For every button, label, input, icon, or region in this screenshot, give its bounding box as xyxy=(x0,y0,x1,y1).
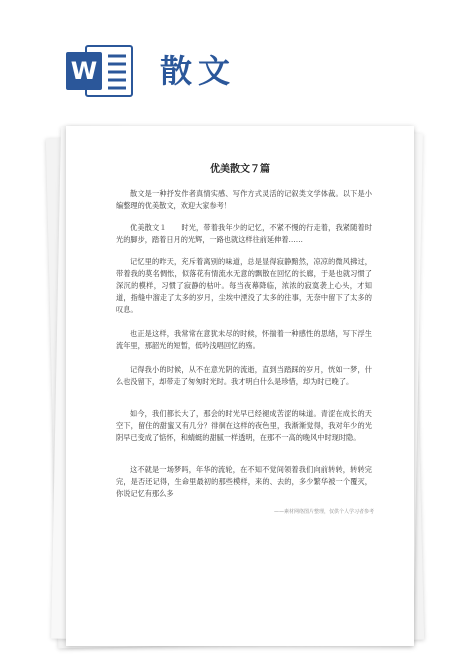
paragraph-1: 优美散文１ 时光，带着我年少的记忆，不紧不慢的行走着，我紧随着时光的脚步，踏着日月的光辉，一路也就这样往前延伸着…… xyxy=(116,223,372,244)
word-logo-letter: W xyxy=(70,57,98,85)
paragraph-2: 记忆里的昨天，充斥着离别的味道，总是显得寂静黯然，凉凉的微风拂过，带着我的莫名惆怅，似落花有情流水无意的飘散在回忆的长廊，于是也就习惯了深沉的模样，习惯了寂静的枯叶。每当夜幕降临，浓浓的寂寞袭上心头，才知道，指缝中溜走了太多的岁月，尘埃中湮没了太多的往事，无奈中留下了太多的叹息。 xyxy=(116,257,372,314)
document-page xyxy=(66,126,414,646)
paragraph-5: 如今，我们都长大了，那会的时光早已经褪成苦涩的味道。青涩在成长的天空下，留住的甜蜜又有几分？徘徊在这样的夜色里，我渐渐觉得，我对年少的光阴早已变成了惦怀，和蜻蜓的甜腻一样透明，在那不一高的晚风中时现时隐。 xyxy=(116,409,372,442)
document-title: 优美散文７篇 xyxy=(210,164,270,175)
paragraph-3: 也正是这样，我常常在意犹未尽的时候，怀揣着一种感性的思绪，写下浮生流年里，那韶光的短暂，低吟浅唱回忆的殇。 xyxy=(116,329,372,350)
paragraph-intro: 散文是一种抒发作者真情实感、写作方式灵活的记叙类文学体裁。以下是小编整理的优美散文，欢迎大家参考！ xyxy=(116,189,372,210)
banner-title: 散文 xyxy=(160,52,237,90)
header-banner xyxy=(0,0,474,120)
document-footnote: ——素材网络图片整理，仅供个人学习者参考 xyxy=(273,509,374,515)
paragraph-6: 这不就是一场梦吗，年华的流轮，在不知不觉间领着我们向前转转，转转完完，是否还记得，生命里最初的那些模样，来的、去的，多少繁华被一个覆灭，你说记忆有那么多 xyxy=(116,465,372,498)
word-document-icon xyxy=(60,40,140,100)
paragraph-4: 记得我小的时候，从不在意光阴的流逝，直到当踏踩的岁月，恍如一梦，什么也没留下，却带走了匆匆时光时。我才明白什么是珍惜，却为时已晚了。 xyxy=(116,365,372,386)
